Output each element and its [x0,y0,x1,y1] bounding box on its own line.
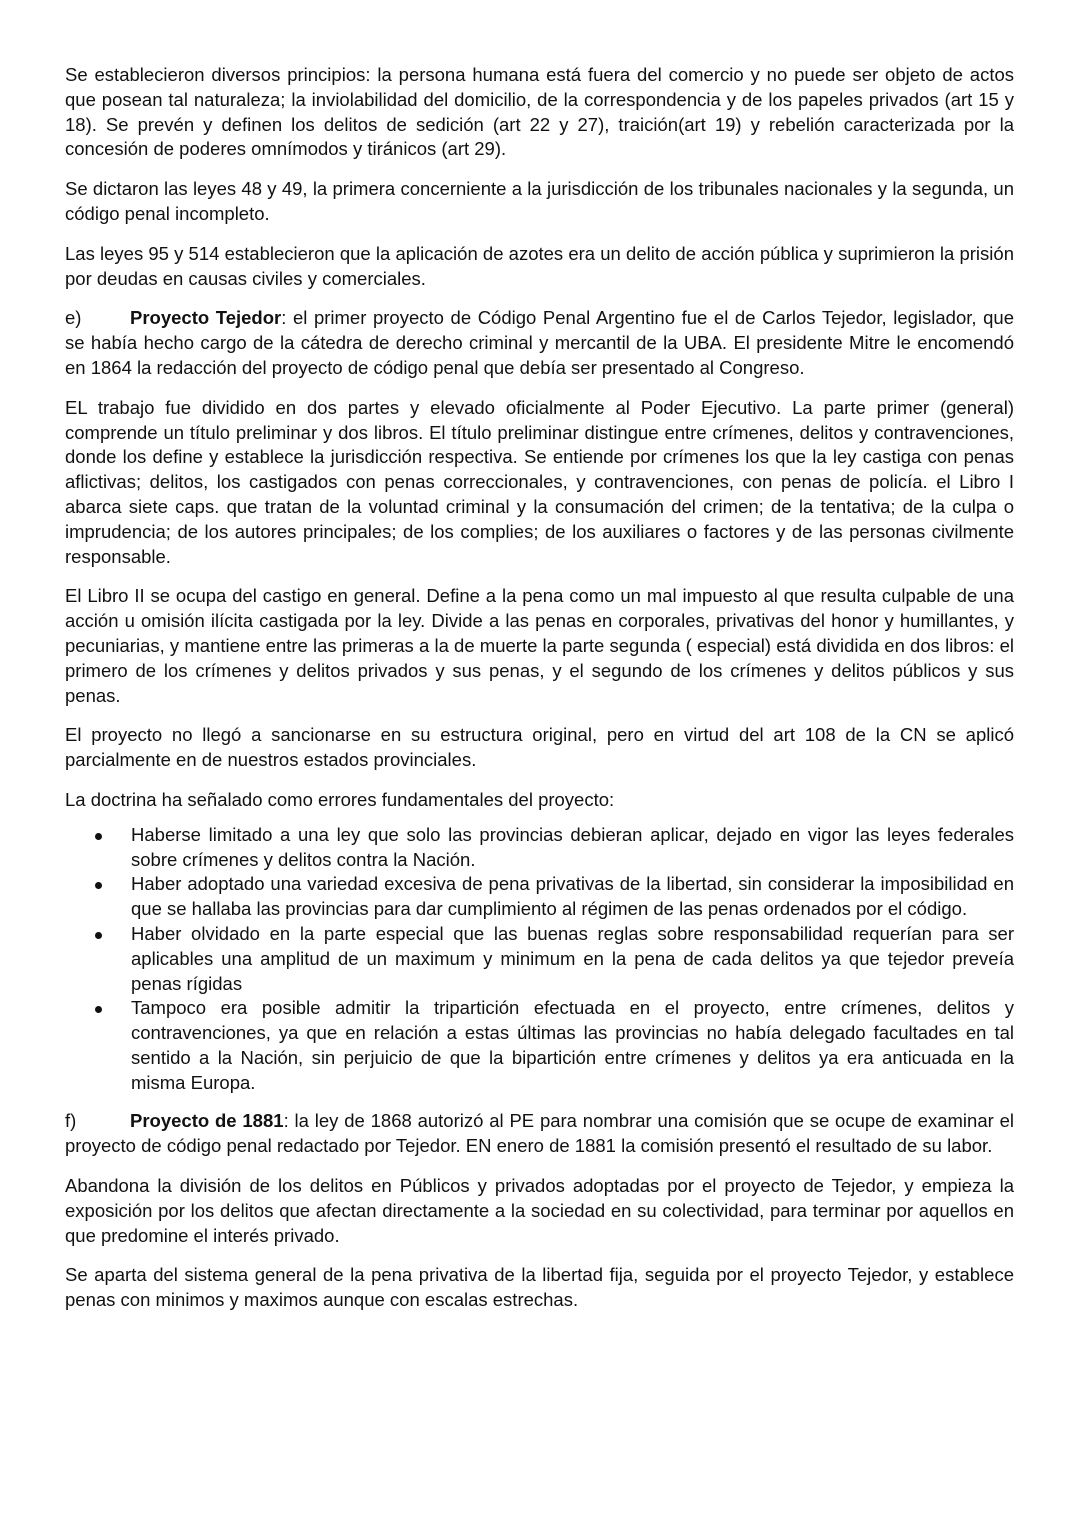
paragraph-libro-ii: El Libro II se ocupa del castigo en general. Define a la pena como un mal impuesto al que resulta culpable de una acción u omisión ilícita castigada por la ley. Divide a las penas en corporales, privativas del honor y humillantes, y pecuniarias, y mantiene entre las primeras a la de muerte la parte segunda ( especial) está dividida en dos libros: el primero de los crímenes y delitos privados y sus penas, y el segundo de los crímenes y delitos públicos y sus penas. [65,585,1014,706]
document-page [65,63,1014,1328]
section-f-text: : la ley de 1868 autorizó al PE para nombrar una comisión que se ocupe de examinar el proyecto de código penal redactado por Tejedor. EN enero de 1881 la comisión presentó el resultado de su labor. [65,1110,1014,1157]
errores-list [65,823,1014,1096]
bullet-icon [95,932,102,939]
paragraph-leyes-95-514: Las leyes 95 y 514 establecieron que la aplicación de azotes era un delito de acción pública y suprimieron la prisión por deudas en causas civiles y comerciales. [65,242,1014,289]
list-item-text: Tampoco era posible admitir la tripartición efectuada en el proyecto, entre crímenes, delitos y contravenciones, ya que en relación a estas últimas las provincias no había delegado facultades en tal sentido a la Nación, sin perjuicio de que la bipartición entre crímenes y delitos ya era anticuada en la misma Europa. [131,997,1014,1093]
paragraph-se-aparta: Se aparta del sistema general de la pena privativa de la libertad fija, seguida por el proyecto Tejedor, y establece penas con minimos y maximos aunque con escalas estrechas. [65,1264,1014,1311]
paragraph-abandona-division: Abandona la división de los delitos en Públicos y privados adoptadas por el proyecto de Tejedor, y empieza la exposición por los delitos que afectan directamente a la sociedad en su colectividad, para terminar por aquellos en que predomine el interés privado. [65,1175,1014,1246]
section-e-text: : el primer proyecto de Código Penal Argentino fue el de Carlos Tejedor, legislador, que se había hecho cargo de la cátedra de derecho criminal y mercantil de la UBA. El presidente Mitre le encomendó en 1864 la redacción del proyecto de código penal que debía ser presentado al Congreso. [65,307,1014,378]
paragraph-trabajo-dividido: EL trabajo fue dividido en dos partes y elevado oficialmente al Poder Ejecutivo. La parte primer (general) comprende un título preliminar y dos libros. El título preliminar distingue entre crímenes, delitos y contravenciones, donde los define y establece la jurisdicción respectiva. Se entiende por crímenes los que la ley castiga con penas aflictivas; delitos, los castigados con penas correccionales, y contravenciones, con penas de policía. el Libro I abarca siete caps. que tratan de la voluntad criminal y la consumación del crimen; de la tentativa; de la culpa o imprudencia; de los autores principales; de los complies; de los auxiliares o factores y de las personas civilmente responsable. [65,396,1014,567]
list-item [65,872,1014,922]
paragraph-principios: Se establecieron diversos principios: la persona humana está fuera del comercio y no puede ser objeto de actos que posean tal naturaleza; la inviolabilidad del domicilio, de la correspondencia y de los papeles privados (art 15 y 18). Se prevén y definen los delitos de sedición (art 22 y 27), traición(art 19) y rebelión caracterizada por la concesión de poderes omnímodos y tiránicos (art 29). [65,64,1014,160]
bullet-icon [95,1006,102,1013]
list-item [65,922,1014,996]
bullet-icon [95,882,102,889]
bullet-icon [95,833,102,840]
paragraph-doctrina: La doctrina ha señalado como errores fundamentales del proyecto: [65,788,615,810]
list-item [65,823,1014,873]
list-item-text: Haber adoptado una variedad excesiva de pena privativas de la libertad, sin considerar la imposibilidad en que se hallaba las provincias para dar cumplimiento al régimen de las penas ordenados por el código. [131,873,1014,920]
list-item-text: Haber olvidado en la parte especial que las buenas reglas sobre responsabilidad requerían para ser aplicables una amplitud de un maximum y minimum en la pena de cada delitos ya que tejedor preveía penas rígidas [131,922,1014,994]
section-e-letter: e) [65,307,82,329]
list-item [65,996,1014,1095]
section-f-paragraph [65,1109,1014,1159]
section-e-title: Proyecto Tejedor [130,307,282,329]
section-f-title: Proyecto de 1881 [130,1110,284,1132]
section-f-letter: f) [65,1110,77,1132]
paragraph-leyes-48-49: Se dictaron las leyes 48 y 49, la primera concerniente a la jurisdicción de los tribunales nacionales y la segunda, un código penal incompleto. [65,178,1014,224]
section-e-paragraph [65,306,1014,380]
list-item-text: Haberse limitado a una ley que solo las provincias debieran aplicar, dejado en vigor las leyes federales sobre crímenes y delitos contra la Nación. [131,823,1014,870]
paragraph-proyecto-no-sancionado: El proyecto no llegó a sancionarse en su estructura original, pero en virtud del art 108 de la CN se aplicó parcialmente en de nuestros estados provinciales. [65,724,1014,771]
